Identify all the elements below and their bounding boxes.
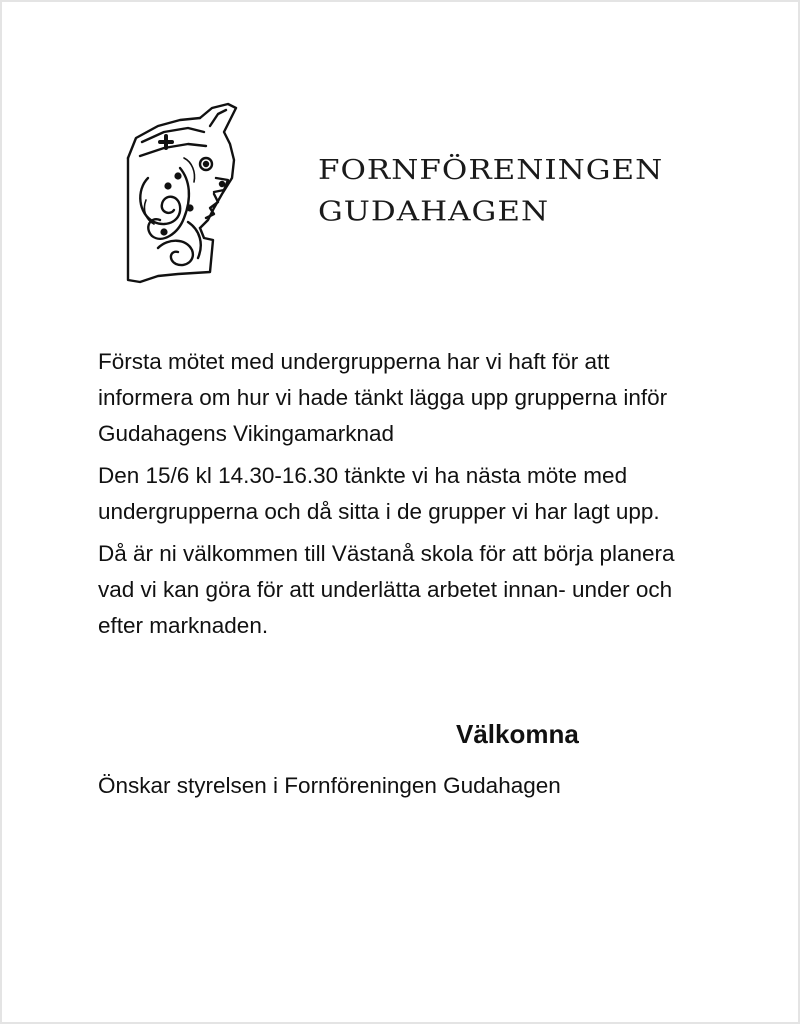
title-line-2: GUDAHAGEN [318, 196, 550, 228]
signature-line: Önskar styrelsen i Fornföreningen Gudahagen [98, 773, 561, 798]
page-title [318, 150, 663, 233]
body-text [98, 344, 698, 650]
viking-dragon-head-icon [118, 98, 246, 290]
paragraph: Då är ni välkommen till Västanå skola för att börja planera vad vi kan göra för att underlätta arbetet innan- under och efter marknaden. [98, 541, 675, 638]
paragraph: Den 15/6 kl 14.30-16.30 tänkte vi ha nästa möte med undergrupperna och då sitta i de grupper vi har lagt upp. [98, 463, 660, 524]
welcome-heading: Välkomna [456, 719, 579, 749]
title-line-1: FORNFÖRENINGEN [318, 155, 664, 187]
paragraph: Första mötet med undergrupperna har vi haft för att informera om hur vi hade tänkt lägga upp grupperna inför Gudahagens Vikingamarknad [98, 349, 668, 446]
